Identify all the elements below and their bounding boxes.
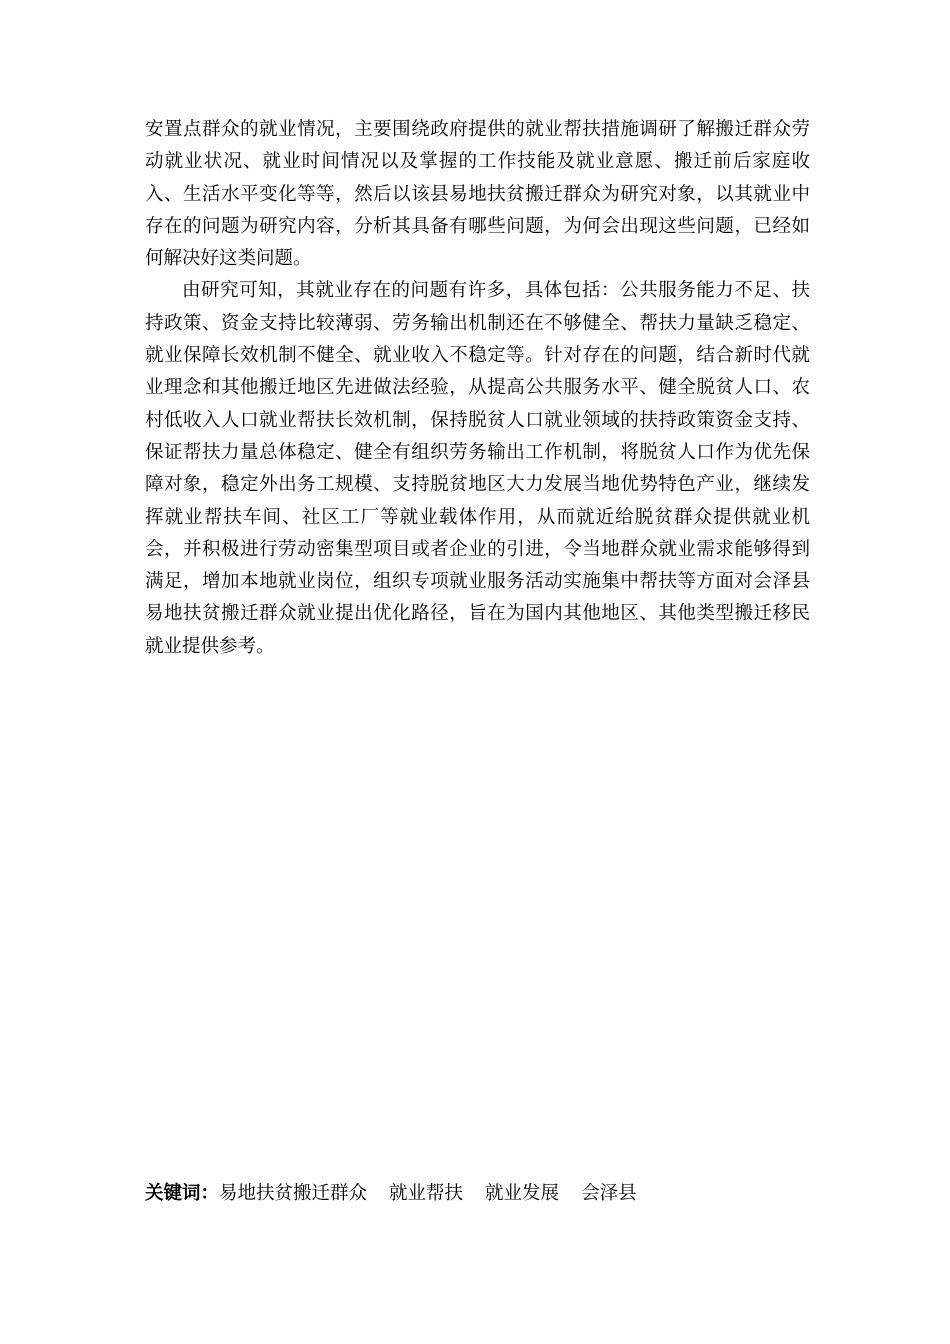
keywords-label: 关键词： (145, 1183, 220, 1204)
keyword-item: 会泽县 (581, 1183, 637, 1204)
keyword-item: 易地扶贫搬迁群众 (219, 1183, 368, 1204)
keywords-line (145, 1178, 810, 1210)
abstract-body (145, 114, 810, 663)
paragraph-findings: 由研究可知，其就业存在的问题有许多，具体包括：公共服务能力不足、扶持政策、资金支持比较薄弱、劳务输出机制还在不够健全、帮扶力量缺乏稳定、就业保障长效机制不健全、就业收入不稳定等。针对存在的问题，结合新时代就业理念和其他搬迁地区先进做法经验，从提高公共服务水平、健全脱贫人口、农村低收入人口就业帮扶长效机制，保持脱贫人口就业领域的扶持政策资金支持、保证帮扶力量总体稳定、健全有组织劳务输出工作机制，将脱贫人口作为优先保障对象，稳定外出务工规模、支持脱贫地区大力发展当地优势特色产业，继续发挥就业帮扶车间、社区工厂等就业载体作用，从而就近给脱贫群众提供就业机会，并积极进行劳动密集型项目或者企业的引进，令当地群众就业需求能够得到满足，增加本地就业岗位，组织专项就业服务活动实施集中帮扶等方面对会泽县易地扶贫搬迁群众就业提出优化路径，旨在为国内其他地区、其他类型搬迁移民就业提供参考。 (145, 280, 810, 657)
paragraph-continued: 安置点群众的就业情况，主要围绕政府提供的就业帮扶措施调研了解搬迁群众劳动就业状况、就业时间情况以及掌握的工作技能及就业意愿、搬迁前后家庭收入、生活水平变化等等，然后以该县易地扶贫搬迁群众为研究对象，以其就业中存在的问题为研究内容，分析其具备有哪些问题，为何会出现这些问题，已经如何解决好这类问题。 (145, 119, 810, 270)
keyword-item: 就业发展 (485, 1183, 560, 1204)
keyword-item: 就业帮扶 (389, 1183, 464, 1204)
